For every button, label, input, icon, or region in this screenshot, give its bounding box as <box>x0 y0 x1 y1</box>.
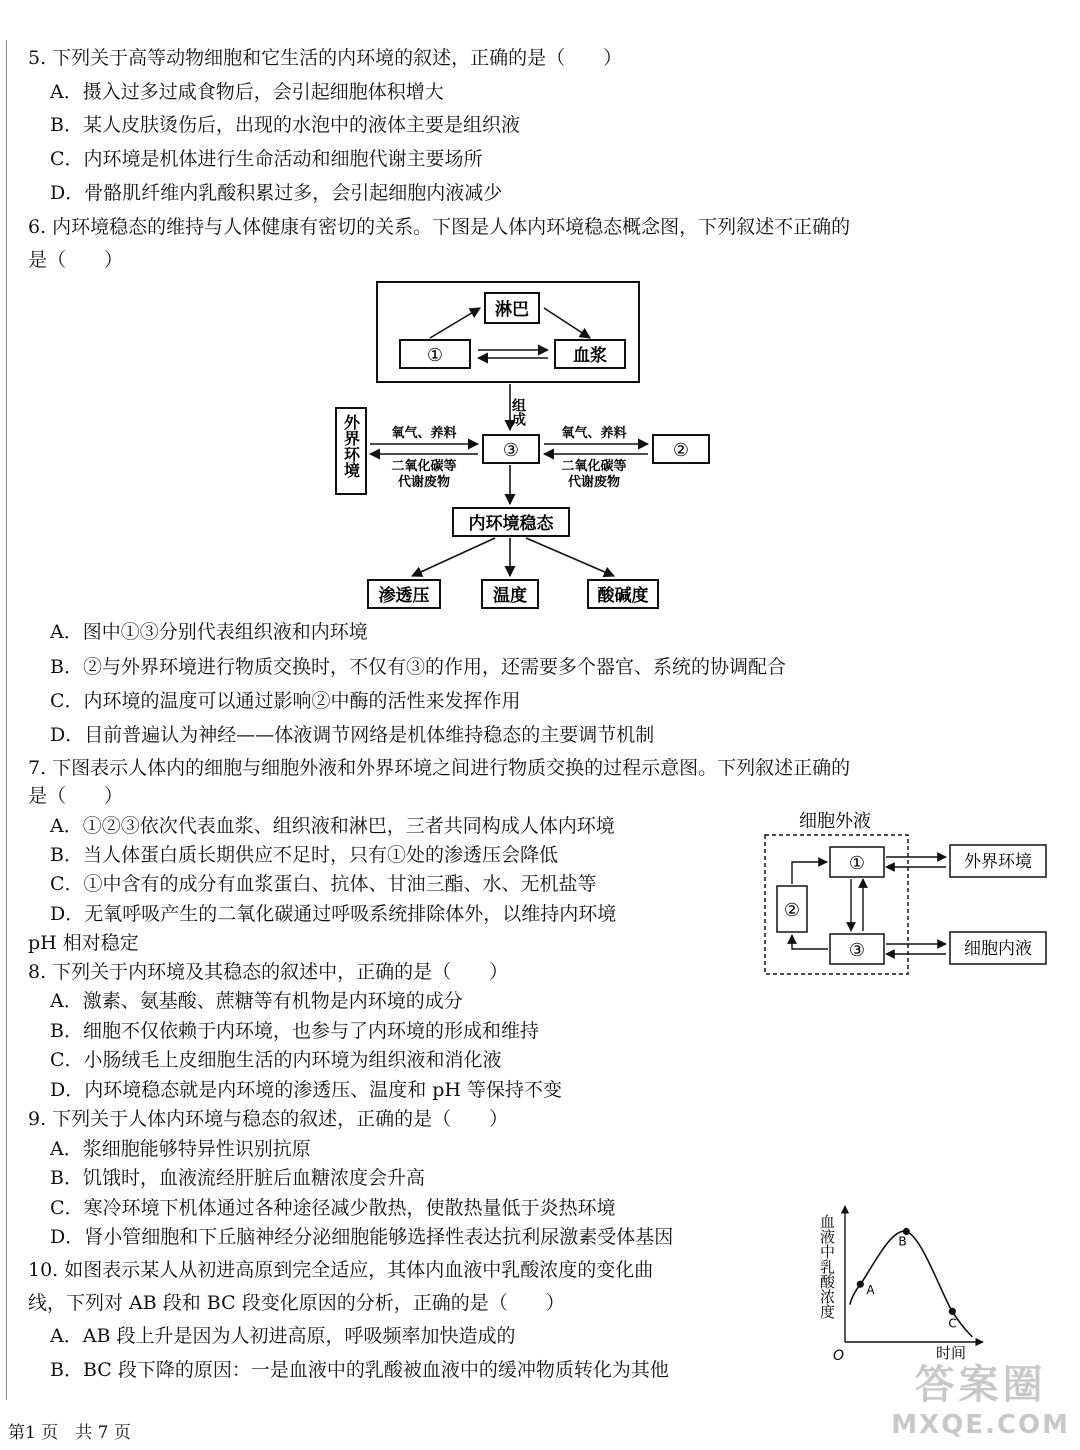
arrow-to-ph <box>526 538 614 576</box>
site-watermark-logo <box>891 1353 1070 1440</box>
external-environment-label: 外界环境 <box>964 852 1032 872</box>
homeostasis-label: 内环境稳态 <box>468 514 554 534</box>
point-a <box>857 1281 864 1288</box>
question-10-option-a: A．AB 段上升是因为人初进高原，呼吸频率加快造成的 <box>50 1325 516 1347</box>
question-5-option-c: C．内环境是机体进行生命活动和细胞代谢主要场所 <box>50 148 483 170</box>
intracellular-fluid-label: 细胞内液 <box>964 939 1032 959</box>
arrow-lymph-to-plasma <box>544 308 590 338</box>
question-9-option-d: D．肾小管细胞和下丘脑神经分泌细胞能够选择性表达抗利尿激素受体基因 <box>50 1226 674 1248</box>
ph-label: 酸碱度 <box>597 586 649 606</box>
question-7-option-b: B．当人体蛋白质长期供应不足时，只有①处的渗透压会降低 <box>50 844 558 866</box>
arrow-3-to-2 <box>792 935 828 949</box>
question-9-stem: 9. 下列关于人体内环境与稳态的叙述，正确的是（ ） <box>28 1108 509 1130</box>
left-margin-rule <box>6 40 7 1400</box>
question-6-option-d: D．目前普遍认为神经——体液调节网络是机体维持稳态的主要调节机制 <box>50 724 655 746</box>
left-waste-label-2: 代谢废物 <box>397 475 451 490</box>
question-5-option-b: B．某人皮肤烫伤后，出现的水泡中的液体主要是组织液 <box>50 114 520 136</box>
extracellular-fluid-title: 细胞外液 <box>799 811 871 832</box>
lymph-label: 淋巴 <box>495 300 529 320</box>
watermark-cn: 答案圈 <box>914 1362 1047 1408</box>
external-environment-label: 外界环境 <box>341 414 361 478</box>
right-waste-label-2: 代谢废物 <box>567 475 621 490</box>
node-3-label: ③ <box>848 940 866 961</box>
homeostasis-concept-diagram <box>330 278 730 614</box>
question-6-option-a: A．图中①③分别代表组织液和内环境 <box>50 621 368 643</box>
question-5-stem: 5. 下列关于高等动物细胞和它生活的内环境的叙述，正确的是（ ） <box>28 47 623 69</box>
arrow-1-to-lymph <box>430 308 480 338</box>
node-1-label: ① <box>848 853 866 874</box>
question-10-option-b: B．BC 段下降的原因：一是血液中的乳酸被血液中的缓冲物质转化为其他 <box>50 1359 669 1381</box>
question-8-option-b: B．细胞不仅依赖于内环境，也参与了内环境的形成和维持 <box>50 1020 539 1042</box>
question-6-stem: 6. 内环境稳态的维持与人体健康有密切的关系。下图是人体内环境稳态概念图，下列叙述不正确的 <box>28 216 851 238</box>
arrow-to-osmotic <box>412 538 495 576</box>
question-8-option-a: A．激素、氨基酸、蔗糖等有机物是内环境的成分 <box>50 990 463 1012</box>
right-oxygen-label: 氧气、养料 <box>561 426 627 441</box>
point-label-c: C <box>948 1316 957 1331</box>
plasma-label: 血浆 <box>573 346 607 366</box>
temperature-label: 温度 <box>493 586 527 606</box>
left-oxygen-label: 氧气、养料 <box>391 426 457 441</box>
question-5-option-a: A．摄入过多过咸食物后，会引起细胞体积增大 <box>50 81 444 103</box>
question-8-option-c: C．小肠绒毛上皮细胞生活的内环境为组织液和消化液 <box>50 1049 502 1071</box>
origin-label: O <box>833 1348 845 1364</box>
node-2-label: ② <box>672 440 690 461</box>
question-9-option-c: C．寒冷环境下机体通过各种途径减少散热，使散热量低于炎热环境 <box>50 1197 616 1219</box>
question-5-option-d: D．骨骼肌纤维内乳酸积累过多，会引起细胞内液减少 <box>50 182 503 204</box>
question-7-option-d: D．无氧呼吸产生的二氧化碳通过呼吸系统排除体外，以维持内环境 <box>50 903 617 925</box>
question-6-option-c: C．内环境的温度可以通过影响②中酶的活性来发挥作用 <box>50 690 521 712</box>
question-7-option-d-cont: pH 相对稳定 <box>28 932 139 954</box>
node-3-label: ③ <box>502 440 520 461</box>
x-axis-label: 时间 <box>935 1344 967 1362</box>
question-6-option-b: B．②与外界环境进行物质交换时，不仅有③的作用，还需要多个器官、系统的协调配合 <box>50 656 786 678</box>
y-axis-label: 血液中乳酸浓度 <box>818 1214 836 1319</box>
right-waste-label-1: 二氧化碳等 <box>561 459 627 474</box>
question-7-option-c: C．①中含有的成分有血浆蛋白、抗体、甘油三酯、水、无机盐等 <box>50 873 597 895</box>
osmotic-label: 渗透压 <box>378 586 430 606</box>
question-7-option-a: A．①②③依次代表血浆、组织液和淋巴，三者共同构成人体内环境 <box>50 815 615 837</box>
extracellular-fluid-diagram <box>760 806 1060 982</box>
question-10-stem: 10. 如图表示某人从初进高原到完全适应，其体内血液中乳酸浓度的变化曲 <box>28 1259 654 1281</box>
node-1-label: ① <box>426 345 444 366</box>
arrow-2-to-1 <box>792 862 827 884</box>
question-7-stem-cont: 是（ ） <box>28 785 124 807</box>
question-10-stem-cont: 线，下列对 AB 段和 BC 段变化原因的分析，正确的是（ ） <box>28 1292 565 1314</box>
compose-label: 组成 <box>510 398 526 426</box>
watermark-en: MXQE.COM <box>891 1410 1070 1440</box>
left-waste-label-1: 二氧化碳等 <box>391 459 457 474</box>
question-9-option-a: A．浆细胞能够特异性识别抗原 <box>50 1138 311 1160</box>
question-6-stem-cont: 是（ ） <box>28 249 124 271</box>
point-label-a: A <box>866 1283 875 1298</box>
lactate-concentration-chart <box>815 1200 990 1365</box>
question-8-stem: 8. 下列关于内环境及其稳态的叙述中，正确的是（ ） <box>28 961 509 983</box>
point-c <box>949 1308 956 1315</box>
page-footer: 第1 页 共 7 页 <box>8 1423 131 1443</box>
question-8-option-d: D．内环境稳态就是内环境的渗透压、温度和 pH 等保持不变 <box>50 1079 563 1101</box>
node-2-label: ② <box>783 900 801 921</box>
question-7-stem: 7. 下图表示人体内的细胞与细胞外液和外界环境之间进行物质交换的过程示意图。下列叙述正确的 <box>28 757 851 779</box>
question-9-option-b: B．饥饿时，血液流经肝脏后血糖浓度会升高 <box>50 1167 425 1189</box>
point-label-b: B <box>898 1234 907 1249</box>
